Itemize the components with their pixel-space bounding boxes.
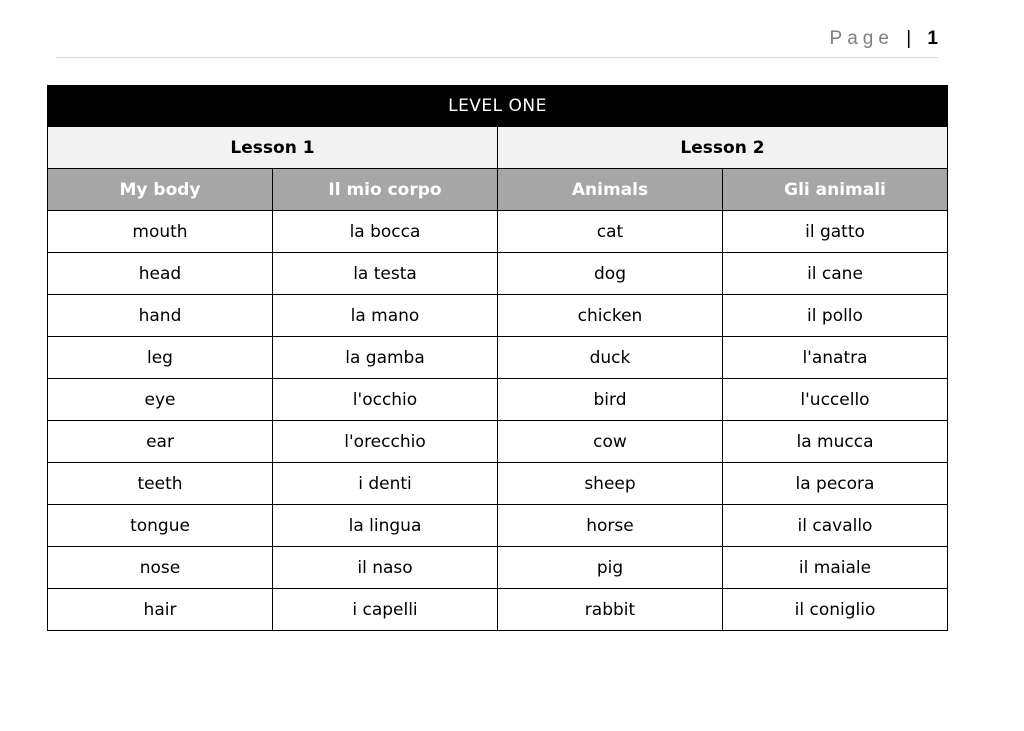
italian-animal-word: l'uccello <box>723 379 948 421</box>
table-row <box>48 505 948 547</box>
table-row <box>48 589 948 631</box>
table-row <box>48 253 948 295</box>
lesson-1-header: Lesson 1 <box>48 127 498 169</box>
column-header-il-mio-corpo: Il mio corpo <box>273 169 498 211</box>
italian-body-word: la gamba <box>273 337 498 379</box>
page-label: Page <box>829 28 894 49</box>
level-title-row <box>48 86 948 127</box>
english-animal-word: rabbit <box>498 589 723 631</box>
table-row <box>48 295 948 337</box>
italian-animal-word: il pollo <box>723 295 948 337</box>
column-header-animals: Animals <box>498 169 723 211</box>
page-number-header <box>830 28 938 50</box>
lesson-header-row <box>48 127 948 169</box>
table-row <box>48 379 948 421</box>
italian-body-word: i denti <box>273 463 498 505</box>
english-animal-word: duck <box>498 337 723 379</box>
english-body-word: mouth <box>48 211 273 253</box>
table-row <box>48 337 948 379</box>
english-animal-word: horse <box>498 505 723 547</box>
italian-body-word: l'occhio <box>273 379 498 421</box>
english-animal-word: bird <box>498 379 723 421</box>
italian-animal-word: il gatto <box>723 211 948 253</box>
table-row <box>48 463 948 505</box>
italian-body-word: il naso <box>273 547 498 589</box>
english-body-word: hand <box>48 295 273 337</box>
italian-animal-word: il coniglio <box>723 589 948 631</box>
italian-animal-word: il cavallo <box>723 505 948 547</box>
english-body-word: tongue <box>48 505 273 547</box>
italian-body-word: i capelli <box>273 589 498 631</box>
english-body-word: hair <box>48 589 273 631</box>
english-body-word: nose <box>48 547 273 589</box>
english-body-word: teeth <box>48 463 273 505</box>
page-number: 1 <box>927 28 938 49</box>
italian-animal-word: l'anatra <box>723 337 948 379</box>
english-body-word: leg <box>48 337 273 379</box>
italian-animal-word: il cane <box>723 253 948 295</box>
english-animal-word: cat <box>498 211 723 253</box>
italian-animal-word: il maiale <box>723 547 948 589</box>
column-header-row <box>48 169 948 211</box>
level-title: LEVEL ONE <box>48 86 948 127</box>
english-body-word: ear <box>48 421 273 463</box>
italian-animal-word: la pecora <box>723 463 948 505</box>
italian-animal-word: la mucca <box>723 421 948 463</box>
table-row <box>48 211 948 253</box>
italian-body-word: la mano <box>273 295 498 337</box>
english-animal-word: cow <box>498 421 723 463</box>
header-divider <box>56 57 938 58</box>
column-header-my-body: My body <box>48 169 273 211</box>
table-row <box>48 421 948 463</box>
italian-body-word: la lingua <box>273 505 498 547</box>
column-header-gli-animali: Gli animali <box>723 169 948 211</box>
page-separator: | <box>906 28 912 49</box>
english-animal-word: pig <box>498 547 723 589</box>
italian-body-word: la testa <box>273 253 498 295</box>
italian-body-word: l'orecchio <box>273 421 498 463</box>
english-animal-word: chicken <box>498 295 723 337</box>
english-animal-word: dog <box>498 253 723 295</box>
vocabulary-table <box>47 85 948 631</box>
table-row <box>48 547 948 589</box>
english-body-word: head <box>48 253 273 295</box>
english-body-word: eye <box>48 379 273 421</box>
lesson-2-header: Lesson 2 <box>498 127 948 169</box>
english-animal-word: sheep <box>498 463 723 505</box>
italian-body-word: la bocca <box>273 211 498 253</box>
